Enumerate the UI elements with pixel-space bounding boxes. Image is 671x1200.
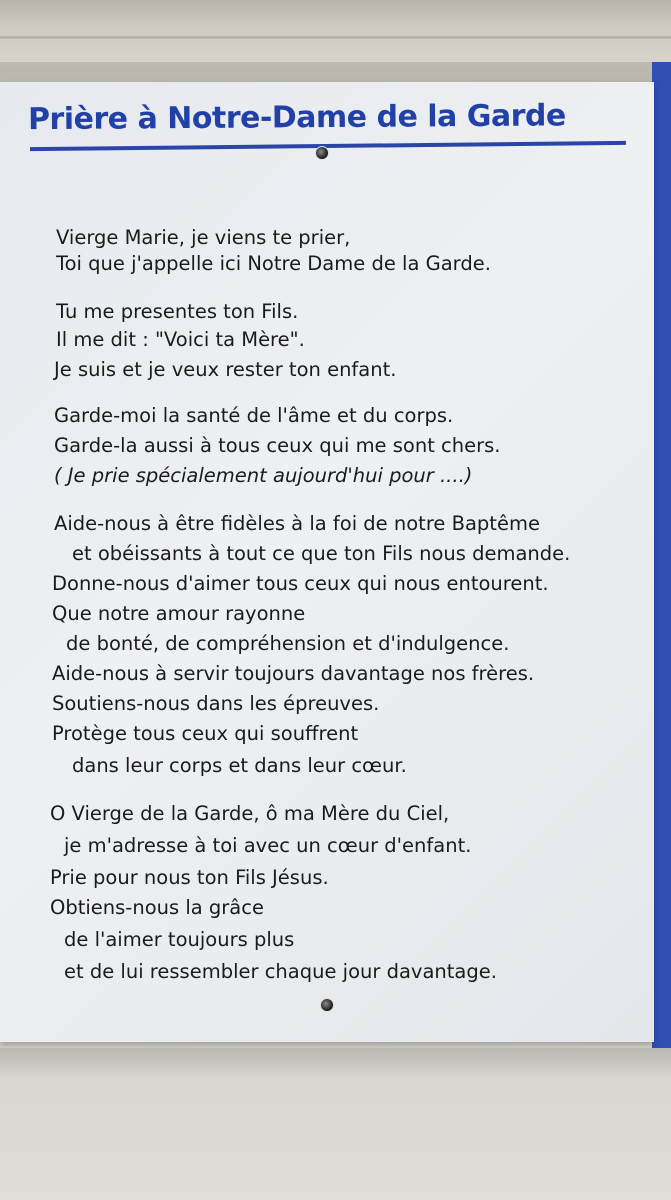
stanza-3-line-2: Garde-la aussi à tous ceux qui me sont chers. [54, 434, 501, 457]
plaque-title: Prière à Notre-Dame de la Garde [27, 98, 566, 138]
stanza-3-line-1: Garde-moi la santé de l'âme et du corps. [54, 404, 454, 427]
stanza-5-line-4: Obtiens-nous la grâce [50, 896, 264, 919]
wall-top [0, 0, 671, 62]
stanza-4-line-7: Soutiens-nous dans les épreuves. [52, 692, 380, 715]
stanza-4-line-6: Aide-nous à servir toujours davantage nos frères. [52, 662, 535, 685]
bottom-screw [320, 998, 334, 1012]
stanza-5-line-1: O Vierge de la Garde, ô ma Mère du Ciel, [50, 802, 450, 825]
stanza-2-line-2: Il me dit : "Voici ta Mère". [56, 328, 305, 351]
stanza-2-line-3: Je suis et je veux rester ton enfant. [54, 358, 397, 381]
stanza-4-line-4: Que notre amour rayonne [52, 602, 306, 625]
stanza-5-line-3: Prie pour nous ton Fils Jésus. [50, 866, 329, 889]
stanza-4-line-1: Aide-nous à être fidèles à la foi de notre Baptême [54, 512, 540, 535]
top-screw [315, 146, 329, 160]
stanza-4-line-9: dans leur corps et dans leur cœur. [72, 754, 407, 777]
stanza-3-line-3: ( Je prie spécialement aujourd'hui pour ....) [54, 464, 473, 487]
blue-edge [652, 62, 671, 1052]
stanza-2-line-1: Tu me presentes ton Fils. [56, 300, 299, 323]
stanza-4-line-8: Protège tous ceux qui souffrent [52, 722, 359, 745]
stanza-4-line-3: Donne-nous d'aimer tous ceux qui nous entourent. [52, 572, 549, 595]
stanza-1-line-2: Toi que j'appelle ici Notre Dame de la Garde. [56, 252, 491, 275]
stanza-1-line-1: Vierge Marie, je viens te prier, [56, 226, 351, 249]
stanza-5-line-2: je m'adresse à toi avec un cœur d'enfant. [64, 834, 472, 857]
stanza-5-line-5: de l'aimer toujours plus [64, 928, 295, 951]
stanza-5-line-6: et de lui ressembler chaque jour davantage. [64, 960, 497, 983]
stanza-4-line-2: et obéissants à tout ce que ton Fils nous demande. [72, 542, 571, 565]
wall-molding [0, 36, 671, 39]
wall-bottom [0, 1048, 671, 1200]
stanza-4-line-5: de bonté, de compréhension et d'indulgence. [66, 632, 510, 655]
